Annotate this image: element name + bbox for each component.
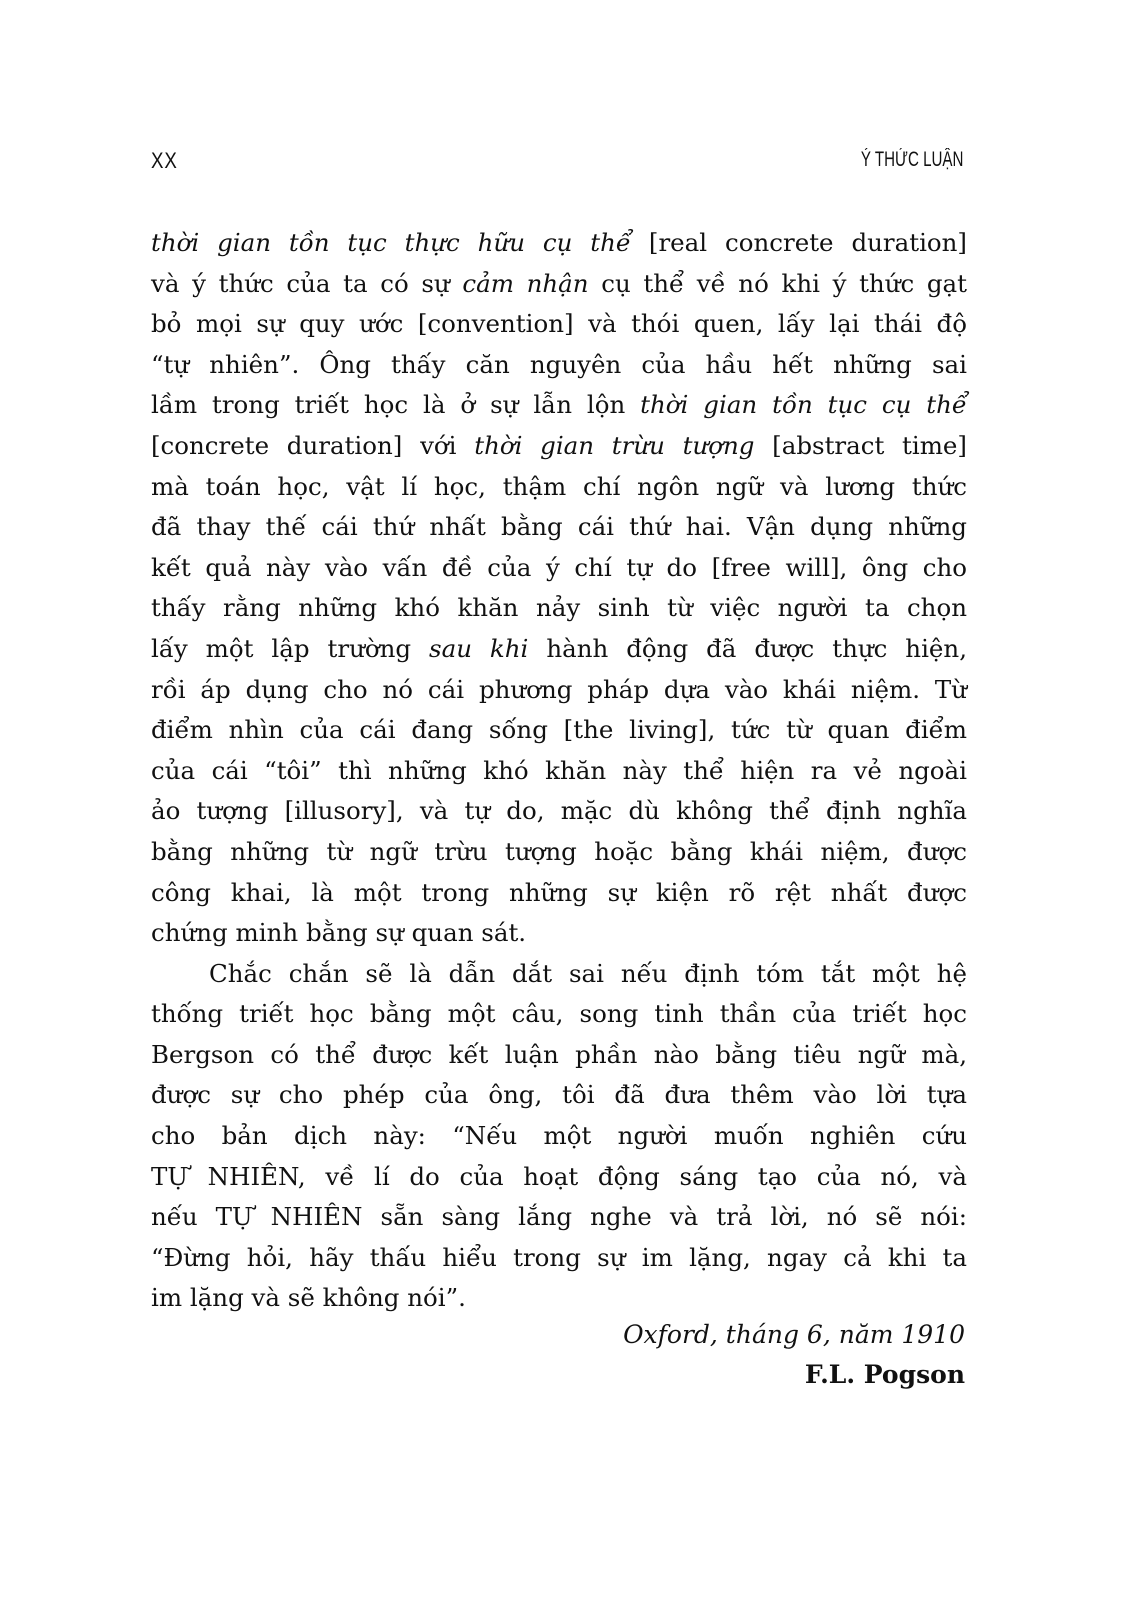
text-line [151,913,967,954]
text-run: hành động đã được thực hiện, [528,633,967,663]
text-run: [abstract time] [754,430,967,460]
text-line [151,264,967,305]
text-line [151,994,967,1035]
text-line [151,791,967,832]
text-line [151,507,967,548]
signature-author: F.L. Pogson [804,1360,965,1389]
text-run: ảo tượng [illusory], và tự do, mặc dù không thể định nghĩa [151,796,967,826]
text-line [151,629,967,670]
text-run: chứng minh bằng sự quan sát. [151,918,527,948]
italic-phrase: sau khi [429,633,529,663]
text-run: điểm nhìn của cái đang sống [the living], tức từ quan điểm [151,715,967,745]
text-run: thấy rằng những khó khăn nảy sinh từ việc người ta chọn [151,593,967,623]
text-line [151,345,967,386]
signature-place-date: Oxford, tháng 6, năm 1910 [623,1320,965,1349]
text-run: bỏ mọi sự quy ước [convention] và thói quen, lấy lại thái độ [151,309,967,339]
italic-phrase: thời gian tồn tục thực hữu cụ thể [151,228,632,257]
text-run: TỰ NHIÊN, về lí do của hoạt động sáng tạo của nó, và [151,1161,967,1191]
text-run: “tự nhiên”. Ông thấy căn nguyên của hầu hết những sai [151,349,967,379]
text-line [151,1116,967,1157]
italic-phrase: cảm nhận [462,268,589,298]
text-line [151,304,967,345]
text-run: cho bản dịch này: “Nếu một người muốn nghiên cứu [151,1121,967,1151]
text-run: công khai, là một trong những sự kiện rõ rệt nhất được [151,877,967,907]
text-line [151,548,967,589]
text-run: im lặng và sẽ không nói”. [151,1283,466,1313]
text-line [151,1197,967,1238]
text-run: kết quả này vào vấn đề của ý chí tự do [free will], ông cho [151,552,967,582]
text-line [151,954,967,995]
page-number: XX [151,148,178,173]
text-line [151,670,967,711]
text-line [151,467,967,508]
text-line [151,1238,967,1279]
body-text [151,223,967,1319]
text-run: cụ thể về nó khi ý thức gạt [588,268,968,298]
text-run: lầm trong triết học là ở sự lẫn lộn [151,390,641,420]
text-run: [real concrete duration] [631,228,967,257]
text-run: rồi áp dụng cho nó cái phương pháp dựa vào khái niệm. Từ [151,674,967,704]
text-line [151,223,967,264]
text-line [151,385,967,426]
text-line [151,832,967,873]
text-line [151,873,967,914]
text-line [151,1157,967,1198]
italic-phrase: thời gian trừu tượng [474,430,755,460]
text-line [151,1075,967,1116]
text-run: mà toán học, vật lí học, thậm chí ngôn ngữ và lương thức [151,471,967,501]
italic-phrase: thời gian tồn tục cụ thể [640,390,968,420]
paragraph [151,954,967,1319]
running-title: Ý THỨC LUẬN [860,148,963,171]
text-line [151,710,967,751]
text-run: được sự cho phép của ông, tôi đã đưa thêm vào lời tựa [151,1080,967,1110]
text-run: Chắc chắn sẽ là dẫn dắt sai nếu định tóm tắt một hệ [209,958,967,988]
page-header [151,148,963,178]
text-run: bằng những từ ngữ trừu tượng hoặc bằng khái niệm, được [151,836,967,866]
text-run: nếu TỰ NHIÊN sẵn sàng lắng nghe và trả lời, nó sẽ nói: [151,1202,967,1232]
text-run: Bergson có thể được kết luận phần nào bằng tiêu ngữ mà, [151,1039,967,1069]
text-run: đã thay thế cái thứ nhất bằng cái thứ hai. Vận dụng những [151,512,967,542]
text-run: thống triết học bằng một câu, song tinh thần của triết học [151,999,967,1029]
text-line [151,426,967,467]
text-line [151,588,967,629]
text-line [151,1035,967,1076]
text-run: “Đừng hỏi, hãy thấu hiểu trong sự im lặng, ngay cả khi ta [151,1242,967,1272]
text-line [151,751,967,792]
text-run: và ý thức của ta có sự [151,268,463,298]
text-run: lấy một lập trường [151,633,430,663]
paragraph [151,223,967,954]
text-line [151,1278,967,1319]
text-run: của cái “tôi” thì những khó khăn này thể hiện ra vẻ ngoài [151,755,967,785]
text-run: [concrete duration] với [151,430,475,460]
